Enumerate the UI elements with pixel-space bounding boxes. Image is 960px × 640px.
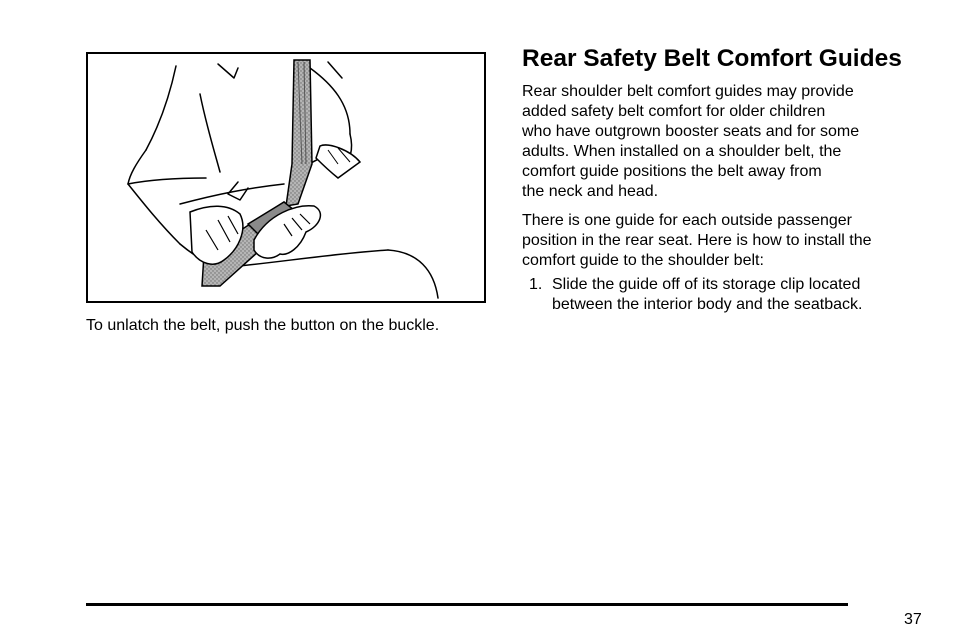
intro-paragraph — [522, 82, 859, 202]
paragraph-line: There is one guide for each outside passenger — [522, 212, 852, 229]
footer-rule — [86, 603, 848, 606]
paragraph-line: added safety belt comfort for older children — [522, 103, 826, 120]
figure-caption: To unlatch the belt, push the button on the buckle. — [86, 317, 440, 334]
paragraph-line: adults. When installed on a shoulder belt, the — [522, 143, 842, 160]
paragraph-line: Rear shoulder belt comfort guides may provide — [522, 83, 854, 100]
paragraph-line: position in the rear seat. Here is how to install the — [522, 232, 872, 249]
paragraph-line: comfort guide positions the belt away from — [522, 163, 822, 180]
step-number: 1. — [529, 276, 543, 293]
install-step-1 — [529, 275, 862, 315]
page-number: 37 — [904, 611, 922, 628]
step-line: between the interior body and the seatback. — [552, 296, 863, 313]
paragraph-line: the neck and head. — [522, 183, 659, 200]
guide-paragraph — [522, 211, 872, 271]
section-heading: Rear Safety Belt Comfort Guides — [522, 45, 902, 72]
paragraph-line: who have outgrown booster seats and for some — [522, 123, 860, 140]
step-line: Slide the guide off of its storage clip located — [552, 276, 861, 293]
buckle-illustration — [86, 52, 486, 303]
paragraph-line: comfort guide to the shoulder belt: — [522, 252, 764, 269]
unlatch-belt-drawing — [88, 54, 484, 301]
